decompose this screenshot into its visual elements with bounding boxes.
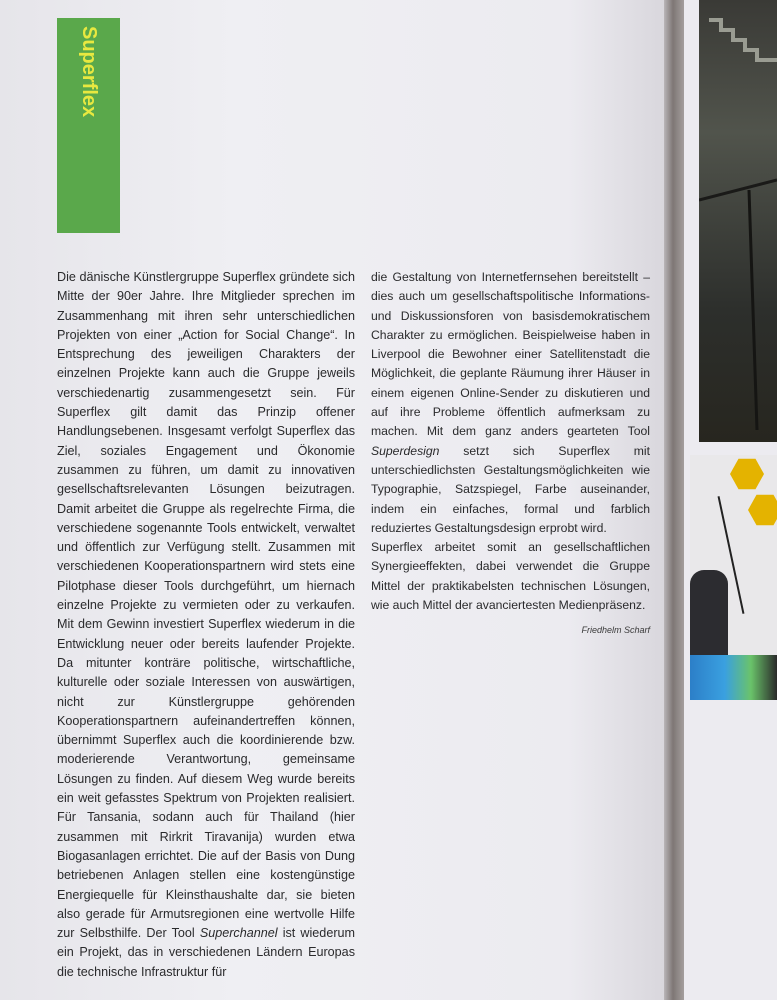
paragraph: Superflex arbeitet somit an gesellschaftlichen Synergieeffekten, dabei verwendet die Gruppe Mittel der praktikabelsten technischen Lösungen, wie auch Mittel der avanciertesten Medienpräsenz. [371, 540, 650, 613]
section-heading: Superflex [78, 26, 100, 118]
tool-name: Superdesign [371, 443, 440, 458]
show-through-text [140, 75, 460, 205]
body-text: die Gestaltung von Internetfernsehen bereitstellt – dies auch um gesellschaftspolitische Informations- und Diskussionsforen von basisdemokratischem Charakter zu ermöglichen. Beispielweise haben in Liverpool die Bewohner einer Satellitenstadt die Möglichkeit, die geplante Räumung ihrer Häuser in einem eigenen Online-Sender zu diskutieren und auf ihre Probleme öffentlich aufmerksam zu machen. Mit dem ganz anders gearteten Tool [371, 270, 650, 439]
hexagon-shape [730, 457, 764, 491]
paragraph [371, 268, 650, 538]
chair-shape [690, 570, 728, 665]
paragraph [57, 268, 355, 982]
body-text: Die dänische Künstlergruppe Superflex gründete sich Mitte der 90er Jahre. Ihre Mitglieder sprechen im Zusammenhang mit ihren sehr unterschiedlichen Projekten von einer „Action for Social Change“. In Entsprechung des jeweiligen Charakters der einzelnen Projekte kann auch die Gruppe jeweils verschiedenartig zusammengesetzt sein. Für Superflex gilt damit das Prinzip offener Handlungsebenen. Insgesamt verfolgt Superflex das Ziel, soziales Engagement und Ökonomie zusammen zu führen, um damit zu innovativen gesellschaftsrelevanten Lösungen beizutragen. Damit arbeitet die Gruppe als regelrechte Firma, die verschiedene sogenannte Tools entwickelt, verwaltet und öffentlich zur Verfügung stellt. Zusammen mit verschiedenen Kooperationspartnern wird stets eine Pilotphase dieser Tools durchgeführt, um hiernach einzelne Projekte zu vermieten oder zu verkaufen. Mit dem Gewinn investiert Superflex wiederum in die Entwicklung neuer oder bereits laufender Projekte. Da mitunter konträre politische, wirtschaftliche, kulturelle oder soziale Interessen von auswärtigen, nicht zur Künstlergruppe gehörenden Kooperationspartnern aufeinandertreffen können, übernimmt Superflex auch die koordinierende bzw. moderierende Verantwortung, gemeinsame Lösungen zu finden. Auf diesem Weg wurde bereits ein weit gefasstes Spektrum von Projekten realisiert. Für Tansania, sodann auch für Thailand (hier zusammen mit Rirkrit Tiravanija) wurden etwa Biogasanlagen errichtet. Die auf der Basis von Dung betriebenen Anlagen stellen eine kostengünstige Energiequelle für Kleinsthaushalte dar, sie bieten also gerade für Armutsregionen eine wertvolle Hilfe zur Selbsthilfe. Der Tool [57, 270, 355, 941]
section-tab [57, 18, 120, 233]
body-text: setzt sich Superflex mit unterschiedlichsten Gestaltungsmöglichkeiten wie Typographie, Satzspiegel, Farbe auseinander, indem ein einfaches, formal und farblich reduziertes Gestaltungsdesign erprobt wird. [371, 443, 650, 535]
photo-studio [690, 455, 777, 700]
text-column-right [371, 268, 650, 641]
colored-floor [690, 655, 777, 700]
author-credit: Friedhelm Scharf [581, 625, 650, 636]
photo-installation-dark [699, 0, 777, 442]
book-gutter [664, 0, 684, 1000]
text-column-left [57, 268, 355, 982]
tool-name: Superchannel [199, 926, 278, 941]
body-text: ist wiederum ein Projekt, das in verschiedenen Ländern Europas die technische Infrastruktur für [57, 926, 356, 979]
hexagon-shape [748, 493, 777, 527]
stair-shadow-graphic [699, 0, 777, 442]
